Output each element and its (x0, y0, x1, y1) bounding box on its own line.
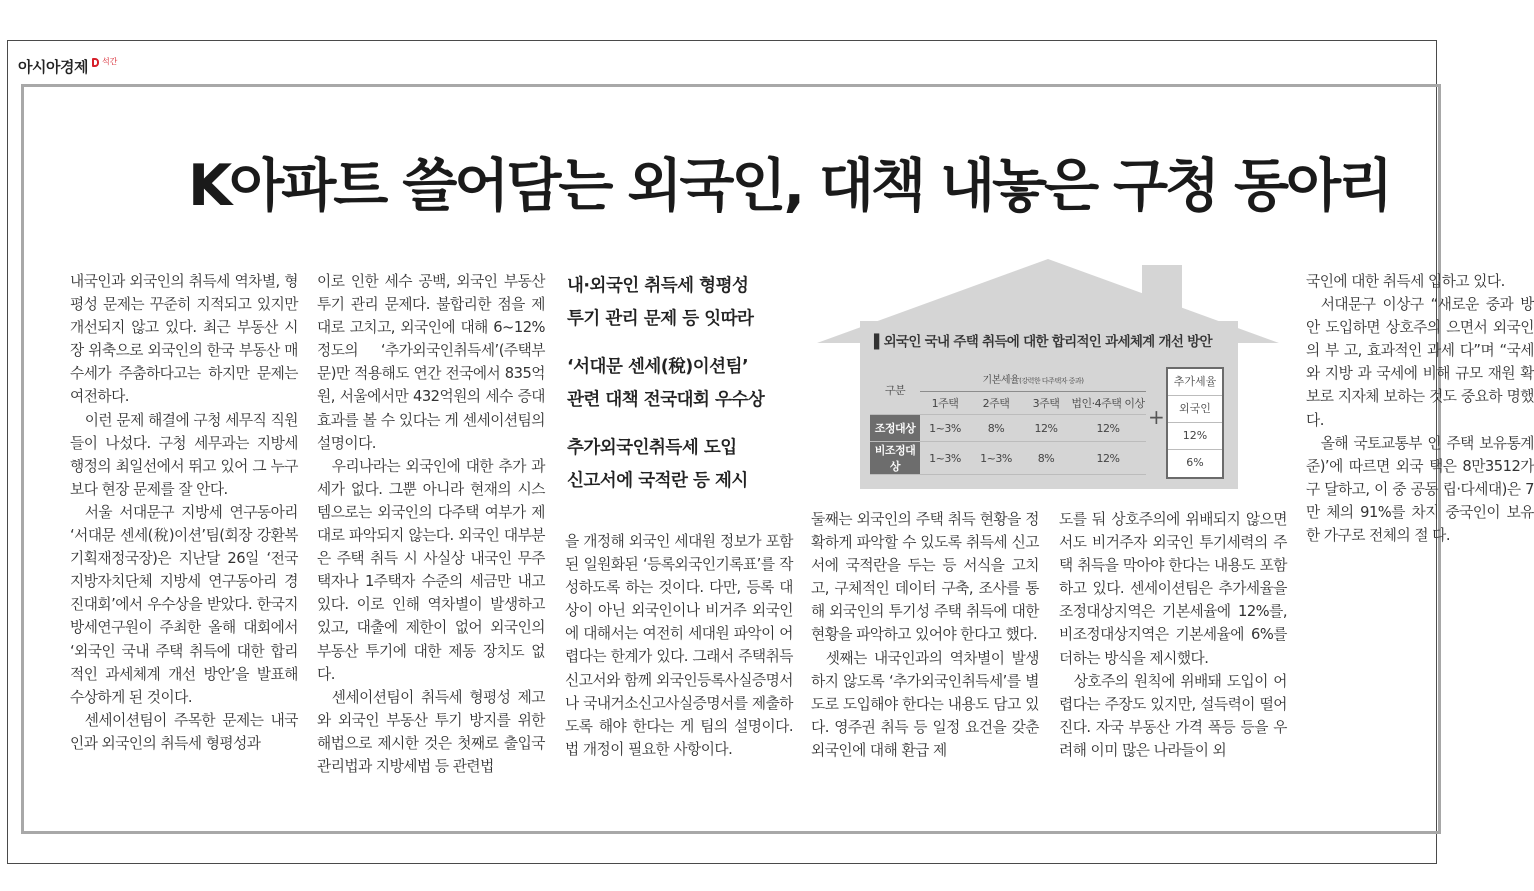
extra-rate-value: 6% (1186, 456, 1204, 469)
body-column-4 (811, 508, 1039, 762)
table-cell: 1~3% (920, 415, 970, 442)
extra-rate-subheader: 외국인 (1168, 396, 1222, 423)
extra-rate-header: 추가세율 (1168, 369, 1222, 396)
body-column-5 (1059, 508, 1287, 762)
row-label: 조정대상 (870, 415, 920, 442)
table-cell: 1~3% (920, 442, 970, 475)
column-header: 법인·4주택 이상 (1070, 392, 1146, 415)
paragraph: 우리나라는 외국인에 대한 추가 과세가 없다. 그뿐 아니라 현재의 시스템으로는 외국인의 다주택 여부가 제대로 파악되지 않는다. 외국인 대부분은 주택 취득 시 사실상 내국인 무주택자나 1주택자 수준의 세금만 내고 있다. 이로 인해 역차별이 발생하고 있고, 대출에 제한이 없어 외국인의 부동산 투기에 대한 제동 장치도 없다. (317, 457, 545, 683)
row-label: 비조정대상 (870, 442, 920, 475)
paragraph: 이런 문제 해결에 구청 세무직 직원들이 나섰다. 구청 세무과는 지방세 행정의 최일선에서 뛰고 있어 그 누구보다 현장 문제를 잘 안다. (70, 411, 298, 498)
paragraph: 센세이션팀이 취득세 형평성 제고와 외국인 부동산 투기 방지를 위한 해법으로 제시한 것은 첫째로 출입국관리법과 지방세법 등 관련법 (317, 688, 545, 775)
subheads (567, 270, 802, 513)
subhead-line: 관련 대책 전국대회 우수상 (567, 390, 765, 410)
paragraph: 을 개정해 외국인 세대원 정보가 포함된 일원화된 ‘등록외국인기록표’를 작성하도록 하는 것이다. 다만, 등록 대상이 아닌 외국인이나 비거주 외국인에 대해서는 여전히 세대원 파악이 어렵다는 한계가 있다. 그래서 주택취득신고서와 함께 외국인등록사실증명서나 국내거소신고사실증명서를 제출하도록 해야 한다는 게 팀의 설명이다. 법 개정이 필요한 사항이다. (565, 533, 793, 758)
body-column-6 (1306, 270, 1534, 547)
plus-icon: + (1148, 405, 1165, 429)
subhead-line: 내·외국인 취득세 형평성 (567, 276, 749, 296)
paragraph: 센세이션팀이 주목한 문제는 내국인과 외국인의 취득세 형평성과 (70, 711, 298, 752)
extra-rate-value: 12% (1168, 423, 1222, 450)
tax-rate-table (870, 365, 1146, 475)
paragraph: 둘째는 외국인의 주택 취득 현황을 정확하게 파악할 수 있도록 취득세 신고서에 국적란을 두는 등 서식을 고치고, 구체적인 데이터 구축, 조사를 통해 외국인의 투기성 주택 취득에 대한 현황을 파악하고 있어야 한다고 했다. (811, 511, 1039, 644)
table-cell: 12% (1022, 415, 1070, 442)
header-basic-note: (강력한 다주택자 중과) (1019, 376, 1084, 385)
table-row (870, 415, 1146, 442)
paragraph: 서대문구 이상구 “새로운 중과 방안 도입하면 상호주의 으면서 외국인의 부 고, 효과적인 과세 다”며 “국세와 지방 과 국세에 비해 규모 재원 확보로 지자체 보하는 것도 중요하 명했다. (1306, 296, 1534, 429)
subhead-group (567, 270, 802, 336)
table-cell: 12% (1070, 415, 1146, 442)
table-cell: 1~3% (970, 442, 1022, 475)
paragraph: 상호주의 원칙에 위배돼 도입이 어렵다는 주장도 있지만, 설득력이 떨어진다. 자국 부동산 가격 폭등 등을 우려해 이미 많은 나라들이 외 (1059, 672, 1287, 759)
house-chimney (1142, 265, 1182, 315)
paragraph: 내국인과 외국인의 취득세 역차별, 형평성 문제는 꾸준히 지적되고 있지만 개선되지 않고 있다. 최근 부동산 시장 위축으로 외국인의 한국 부동산 매수세가 주춤하다고는 하지만 문제는 여전하다. (70, 273, 298, 406)
extra-rate-box (1166, 367, 1224, 479)
subhead-group (567, 432, 802, 498)
subhead-line: 추가외국인취득세 도입 (567, 438, 737, 458)
body-column-1 (70, 270, 298, 755)
masthead (18, 56, 117, 77)
header-basic-rate (920, 365, 1146, 392)
edition-label: 석간 (101, 57, 118, 66)
column-header: 1주택 (920, 392, 970, 415)
table-cell: 8% (1022, 442, 1070, 475)
header-gubun: 구분 (870, 365, 920, 415)
paragraph: 국인에 대한 취득세 입하고 있다. (1306, 273, 1505, 290)
subhead-line: 투기 관리 문제 등 잇따라 (567, 309, 754, 329)
table-cell: 12% (1070, 442, 1146, 475)
paragraph: 올해 국토교통부 인 주택 보유통계 준)’에 따르면 외국 택은 8만3512가구 달하고, 이 중 공동 립·다세대)은 7만 체의 91%를 차지 중국인이 보유한 가구로 전체의 절 다. (1306, 434, 1534, 545)
table-row (870, 442, 1146, 475)
column-header: 3주택 (1022, 392, 1070, 415)
paragraph: 셋째는 내국인과의 역차별이 발생하지 않도록 ‘추가외국인취득세’를 별도로 도입해야 한다는 내용도 담고 있다. 영주권 취득 등 일정 요건을 갖춘 외국인에 대해 환급 제 (811, 649, 1039, 759)
subhead-line: 신고서에 국적란 등 제시 (567, 471, 748, 491)
logo-mark-icon (92, 58, 99, 67)
subhead-group (567, 351, 802, 417)
infographic (812, 255, 1287, 495)
infographic-title: ▌외국인 국내 주택 취득에 대한 합리적인 과세체계 개선 방안 (874, 334, 1212, 350)
paragraph: 이로 인한 세수 공백, 외국인 부동산 투기 관리 문제다. 불합리한 점을 제대로 고치고, 외국인에 대해 6~12% 정도의 ‘추가외국인취득세’(주택부문)만 적용해도 연간 전국에서 835억원, 서울에서만 432억원의 세수 증대 효과를 볼 수 있다는 게 센세이션팀의 설명이다. (317, 273, 545, 452)
table-header-row (870, 365, 1146, 392)
body-column-3 (565, 530, 793, 761)
publication-name: 아시아경제 (18, 58, 88, 76)
subhead-line: ‘서대문 센세(稅)이션팀’ (567, 357, 749, 377)
paragraph: 도를 둬 상호주의에 위배되지 않으면서도 비거주자 외국인 투기세력의 주택 취득을 막아야 한다는 내용도 포함하고 있다. 센세이션팀은 추가세율을 조정대상지역은 기본세율에 12%를, 비조정대상지역은 기본세율에 6%를 더하는 방식을 제시했다. (1059, 511, 1287, 667)
header-basic-label: 기본세율 (982, 374, 1020, 386)
headline: K아파트 쓸어담는 외국인, 대책 내놓은 구청 동아리 (188, 153, 1391, 219)
body-column-2 (317, 270, 545, 778)
paragraph: 서울 서대문구 지방세 연구동아리 ‘서대문 센세(稅)이션’팀(회장 강환복 기획재정국장)은 지난달 26일 ‘전국 지방자치단체 지방세 연구동아리 경진대회’에서 우수상을 받았다. 한국지방세연구원이 주최한 올해 대회에서 ‘외국인 국내 주택 취득에 대한 합리적인 과세체계 개선 방안’을 발표해 수상하게 된 것이다. (70, 503, 298, 706)
column-header: 2주택 (970, 392, 1022, 415)
table-cell: 8% (970, 415, 1022, 442)
